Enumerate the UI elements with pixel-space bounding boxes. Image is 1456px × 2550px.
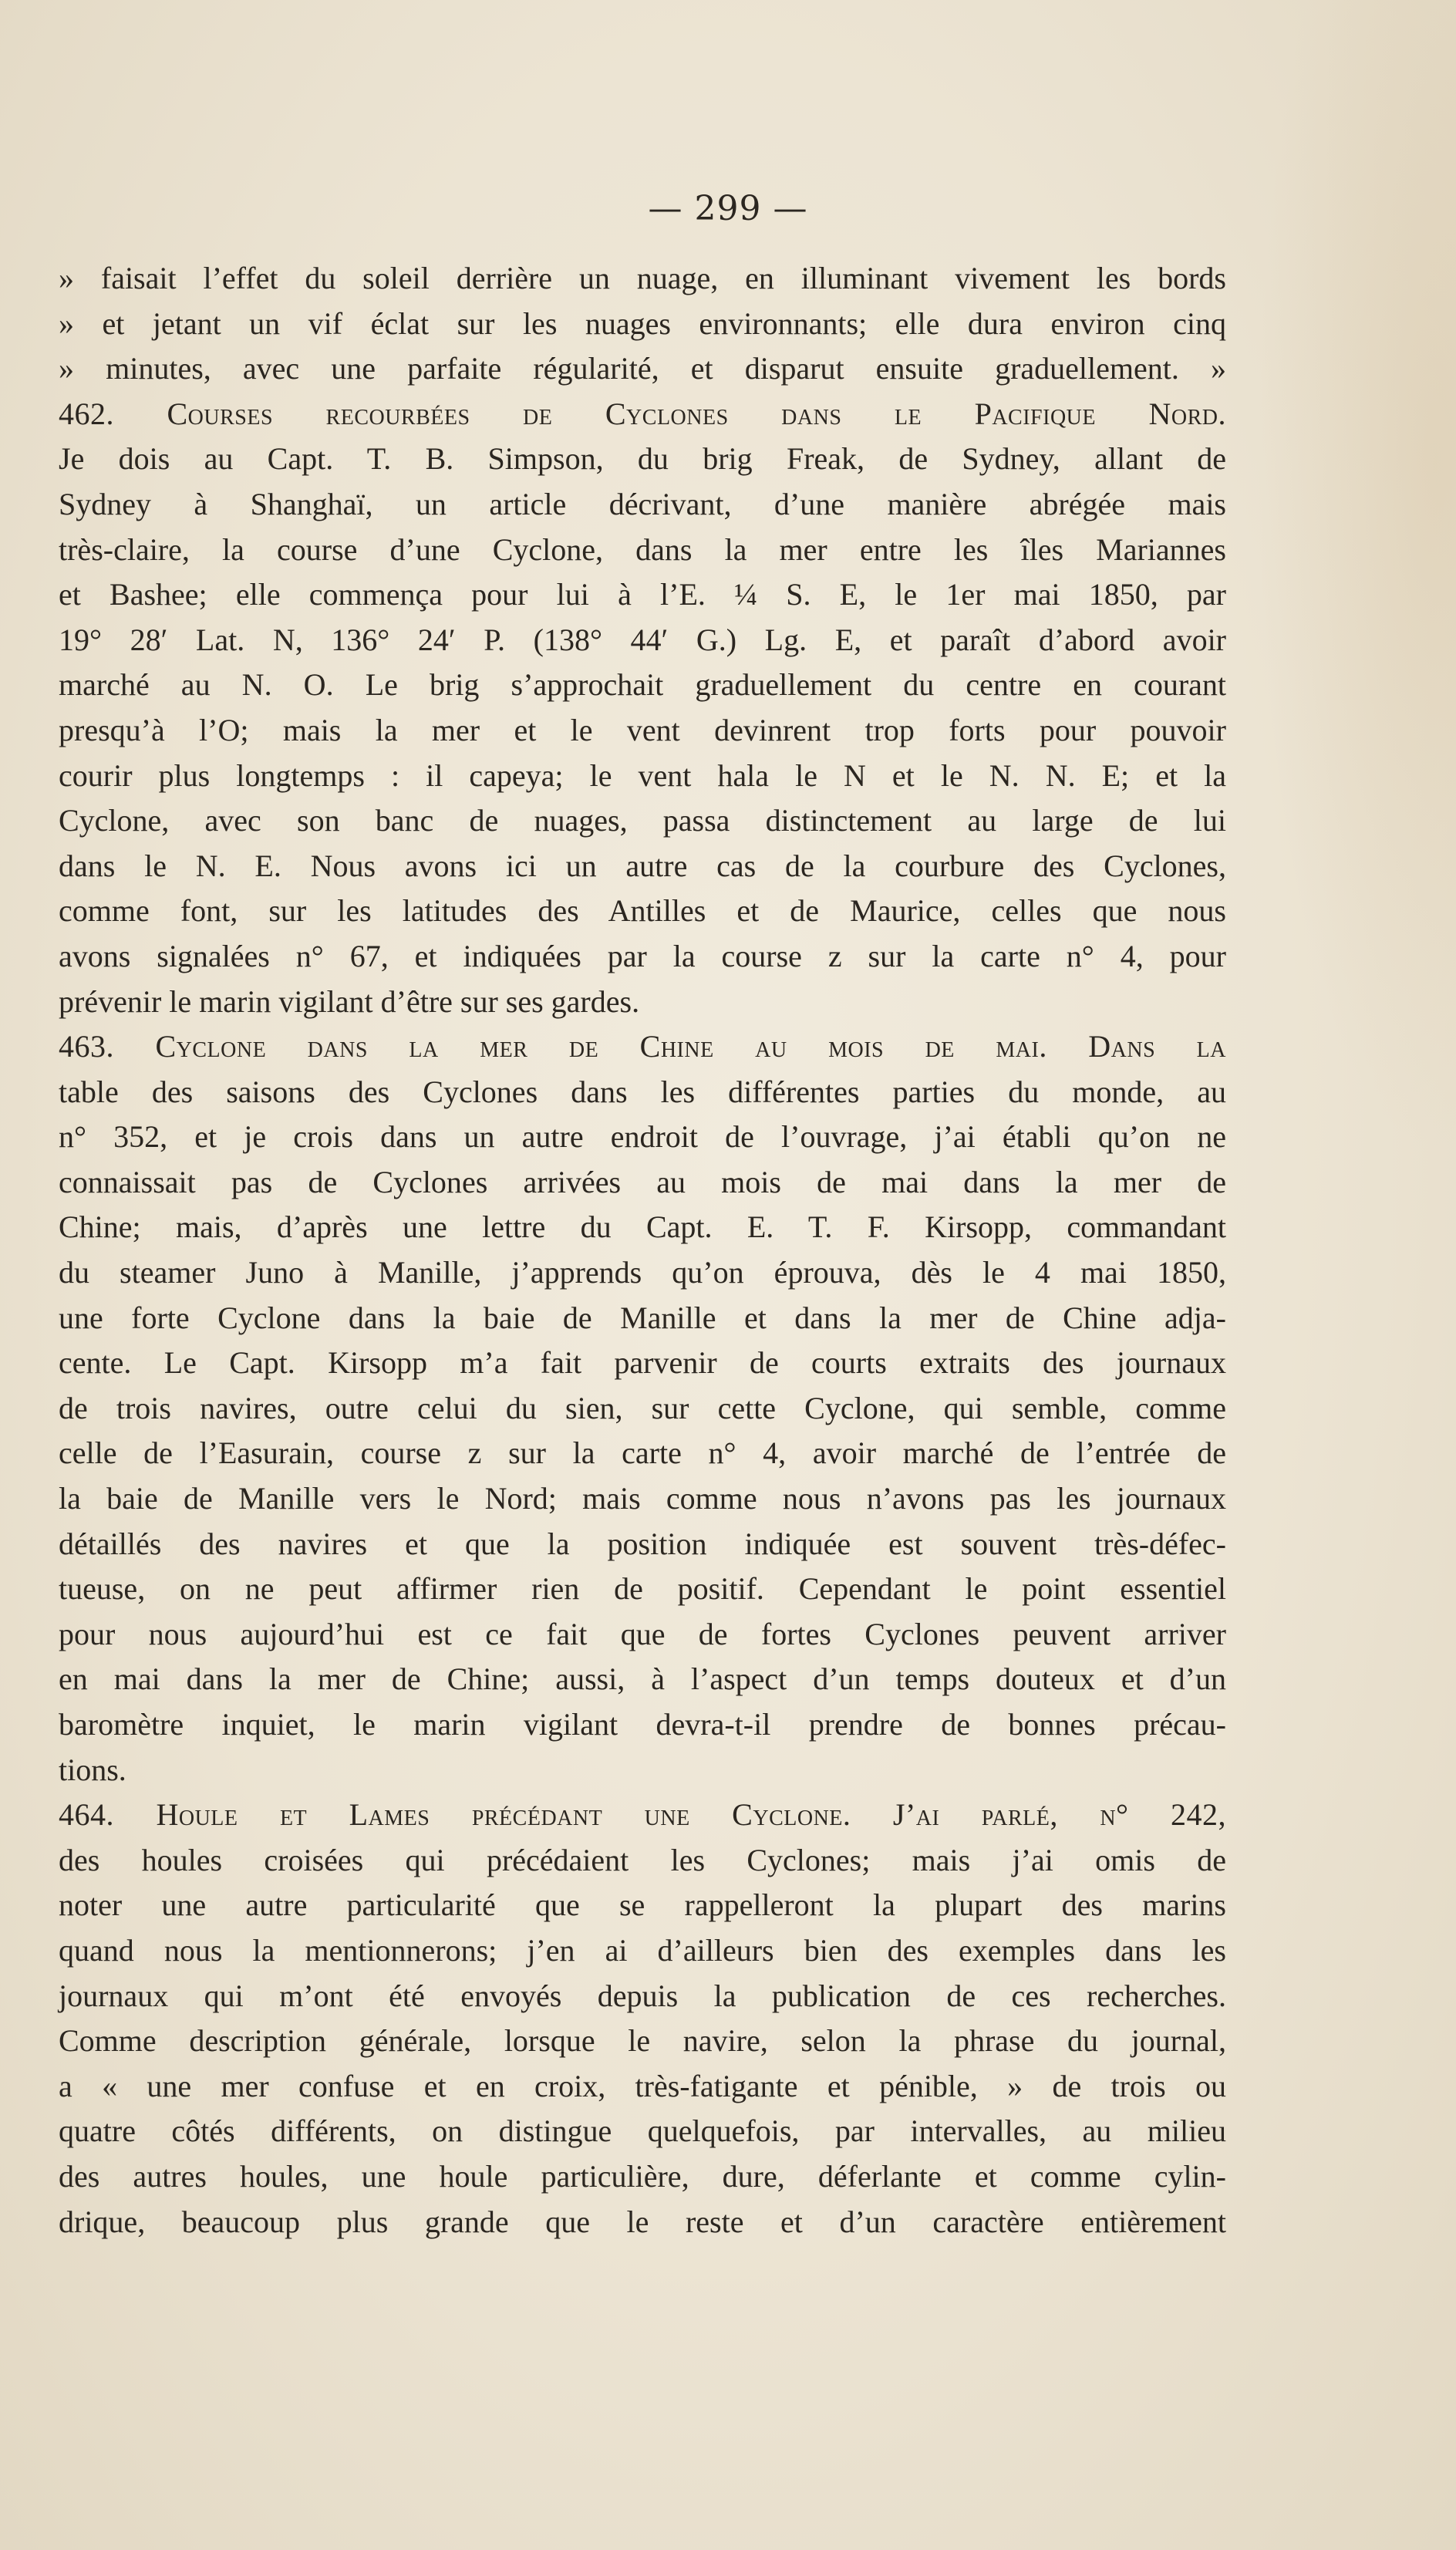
text-line: une forte Cyclone dans la baie de Manille et dans la mer de Chine adja- xyxy=(59,1300,1226,1335)
text-line: drique, beaucoup plus grande que le reste et d’un caractère entièrement xyxy=(59,2204,1226,2239)
text-line: connaissait pas de Cyclones arrivées au mois de mai dans la mer de xyxy=(59,1164,1226,1199)
text-line: en mai dans la mer de Chine; aussi, à l’aspect d’un temps douteux et d’un xyxy=(59,1661,1226,1697)
text-line: du steamer Juno à Manille, j’apprends qu’on éprouva, dès le 4 mai 1850, xyxy=(59,1255,1226,1290)
page-number: — 299 — xyxy=(648,189,808,228)
text-line: comme font, sur les latitudes des Antilles et de Maurice, celles que nous xyxy=(59,893,1226,929)
text-line: tueuse, on ne peut affirmer rien de positif. Cependant le point essentiel xyxy=(59,1571,1226,1607)
text-line: très-claire, la course d’une Cyclone, dans la mer entre les îles Mariannes xyxy=(59,531,1226,567)
text-line: table des saisons des Cyclones dans les différentes parties du monde, au xyxy=(59,1074,1226,1109)
text-line: baromètre inquiet, le marin vigilant devra-t-il prendre de bonnes précau- xyxy=(59,1707,1226,1742)
text-line: presqu’à l’O; mais la mer et le vent devinrent trop forts pour pouvoir xyxy=(59,712,1226,747)
text-line: Chine; mais, d’après une lettre du Capt. E. T. F. Kirsopp, commandant xyxy=(59,1209,1226,1245)
text-line: pour nous aujourd’hui est ce fait que de fortes Cyclones peuvent arriver xyxy=(59,1616,1226,1651)
text-line: et Bashee; elle commença pour lui à l’E. ¼ S. E, le 1er mai 1850, par xyxy=(59,577,1226,612)
text-line: courir plus longtemps : il capeya; le vent hala le N et le N. N. E; et la xyxy=(59,757,1226,793)
text-line: détaillés des navires et que la position indiquée est souvent très-défec- xyxy=(59,1526,1226,1561)
section-heading-463: 463. Cyclone dans la mer de Chine au mois de mai. Dans la xyxy=(59,1029,1226,1064)
text-line: noter une autre particularité que se rappelleront la plupart des marins xyxy=(59,1887,1226,1923)
text-line: n° 352, et je crois dans un autre endroit de l’ouvrage, j’ai établi qu’on ne xyxy=(59,1119,1226,1155)
text-line: marché au N. O. Le brig s’approchait graduellement du centre en courant xyxy=(59,667,1226,703)
text-line: tions. xyxy=(59,1752,126,1787)
text-line: quatre côtés différents, on distingue quelquefois, par intervalles, au milieu xyxy=(59,2113,1226,2149)
text-line: cente. Le Capt. Kirsopp m’a fait parvenir de courts extraits des journaux xyxy=(59,1345,1226,1381)
text-line: la baie de Manille vers le Nord; mais comme nous n’avons pas les journaux xyxy=(59,1481,1226,1516)
text-line: Comme description générale, lorsque le navire, selon la phrase du journal, xyxy=(59,2023,1226,2059)
text-line: Sydney à Shanghaï, un article décrivant, d’une manière abrégée mais xyxy=(59,486,1226,521)
text-line: journaux qui m’ont été envoyés depuis la publication de ces recherches. xyxy=(59,1978,1226,2013)
body-text xyxy=(59,256,1226,2245)
text-line: prévenir le marin vigilant d’être sur ses gardes. xyxy=(59,983,640,1019)
text-line: Cyclone, avec son banc de nuages, passa distinctement au large de lui xyxy=(59,803,1226,838)
text-line: avons signalées n° 67, et indiquées par la course z sur la carte n° 4, pour xyxy=(59,938,1226,973)
section-heading-464: 464. Houle et Lames précédant une Cyclone. J’ai parlé, n° 242, xyxy=(59,1797,1226,1833)
paper-stain xyxy=(1255,0,1456,1157)
text-line: a « une mer confuse et en croix, très-fatigante et pénible, » de trois ou xyxy=(59,2068,1226,2103)
text-line: » faisait l’effet du soleil derrière un nuage, en illuminant vivement les bords xyxy=(59,261,1226,295)
text-line: des autres houles, une houle particulière, dure, déferlante et comme cylin- xyxy=(59,2158,1226,2194)
text-line: » minutes, avec une parfaite régularité, et disparut ensuite graduellement. » xyxy=(59,351,1226,386)
text-line: celle de l’Easurain, course z sur la carte n° 4, avoir marché de l’entrée de xyxy=(59,1435,1226,1471)
text-line: 19° 28′ Lat. N, 136° 24′ P. (138° 44′ G.) Lg. E, et paraît d’abord avoir xyxy=(59,622,1226,657)
text-line: dans le N. E. Nous avons ici un autre cas de la courbure des Cyclones, xyxy=(59,848,1226,883)
text-line: de trois navires, outre celui du sien, sur cette Cyclone, qui semble, comme xyxy=(59,1390,1226,1425)
text-line: Je dois au Capt. T. B. Simpson, du brig Freak, de Sydney, allant de xyxy=(59,441,1226,477)
section-heading-462: 462. Courses recourbées de Cyclones dans le Pacifique Nord. xyxy=(59,396,1226,431)
text-line: quand nous la mentionnerons; j’en ai d’ailleurs bien des exemples dans les xyxy=(59,1932,1226,1968)
text-line: des houles croisées qui précédaient les Cyclones; mais j’ai omis de xyxy=(59,1842,1226,1877)
text-line: » et jetant un vif éclat sur les nuages environnants; elle dura environ cinq xyxy=(59,305,1226,341)
